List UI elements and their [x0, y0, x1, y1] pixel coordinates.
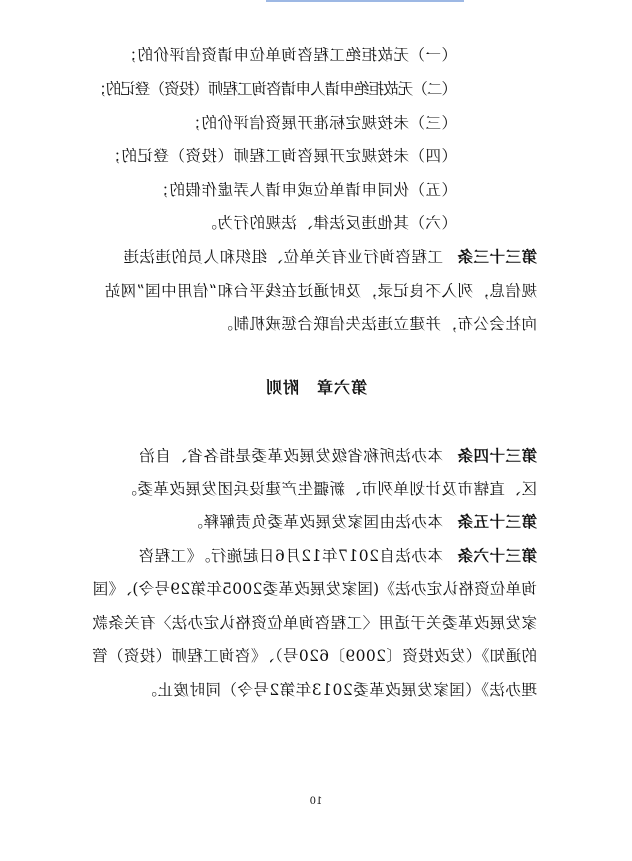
article-36-line-4: 的通知》（发改投资〔2009〕620号）、《咨询工程师（投资）管: [91, 647, 537, 665]
article-33-line-1: [123, 247, 537, 267]
article-36-line-2: 询单位资格认定办法》(国家发展改革委2005年第29号令)、《国: [92, 580, 537, 598]
item-3: （三）未按规定标准开展资信评价的；: [184, 114, 457, 132]
item-6: （六）其他违反法律、法规的行为。: [200, 214, 457, 232]
item-1: （一）无故拒绝工程咨询单位申请资信评价的；: [120, 46, 457, 64]
article-33-line-2: 规信息，列入不良记录，及时通过在线平台和“信用中国”网站: [104, 282, 537, 300]
article-34-label: 第三十四条: [456, 446, 537, 465]
top-rule: [266, 0, 464, 2]
article-34-line-1: [139, 446, 537, 466]
article-36-label: 第三十六条: [456, 546, 537, 565]
item-4: （四）未按规定开展咨询工程师（投资）登记的；: [104, 147, 457, 165]
article-36-line-3: 家发展改革委关于适用〈工程咨询单位资格认定办法〉有关条款: [91, 614, 537, 632]
article-35-label: 第三十五条: [456, 512, 537, 531]
item-2: （二）无故拒绝申请人申请咨询工程师（投资）登记的；: [91, 80, 457, 98]
article-36-text-1: 本办法自2017年12月6日起施行。《工程咨: [138, 547, 443, 565]
article-34-line-2: 区、直辖市及计划单列市、新疆生产建设兵团发展改革委。: [120, 480, 537, 498]
item-5: （五）伙同申请单位或申请人弄虚作假的；: [152, 181, 457, 199]
article-35-text-1: 本办法由国家发展改革委负责解释。: [186, 513, 443, 531]
article-34-text-1: 本办法所称省级发展改革委是指各省、自治: [138, 447, 443, 465]
article-35-line-1: [187, 512, 537, 532]
chapter-heading: 第六章 附则: [265, 378, 368, 397]
article-33-line-3: 向社会公布，并建立违法失信联合惩戒机制。: [216, 315, 537, 333]
article-36-line-1: [138, 546, 537, 566]
article-33-label: 第三十三条: [456, 247, 537, 266]
page-number: 10: [309, 796, 323, 807]
article-36-line-5: 理办法》（国家发展改革委2013年第2号令）同时废止。: [140, 681, 537, 699]
article-33-text-1: 工程咨询行业有关单位、组织和人员的违法违: [122, 248, 443, 266]
